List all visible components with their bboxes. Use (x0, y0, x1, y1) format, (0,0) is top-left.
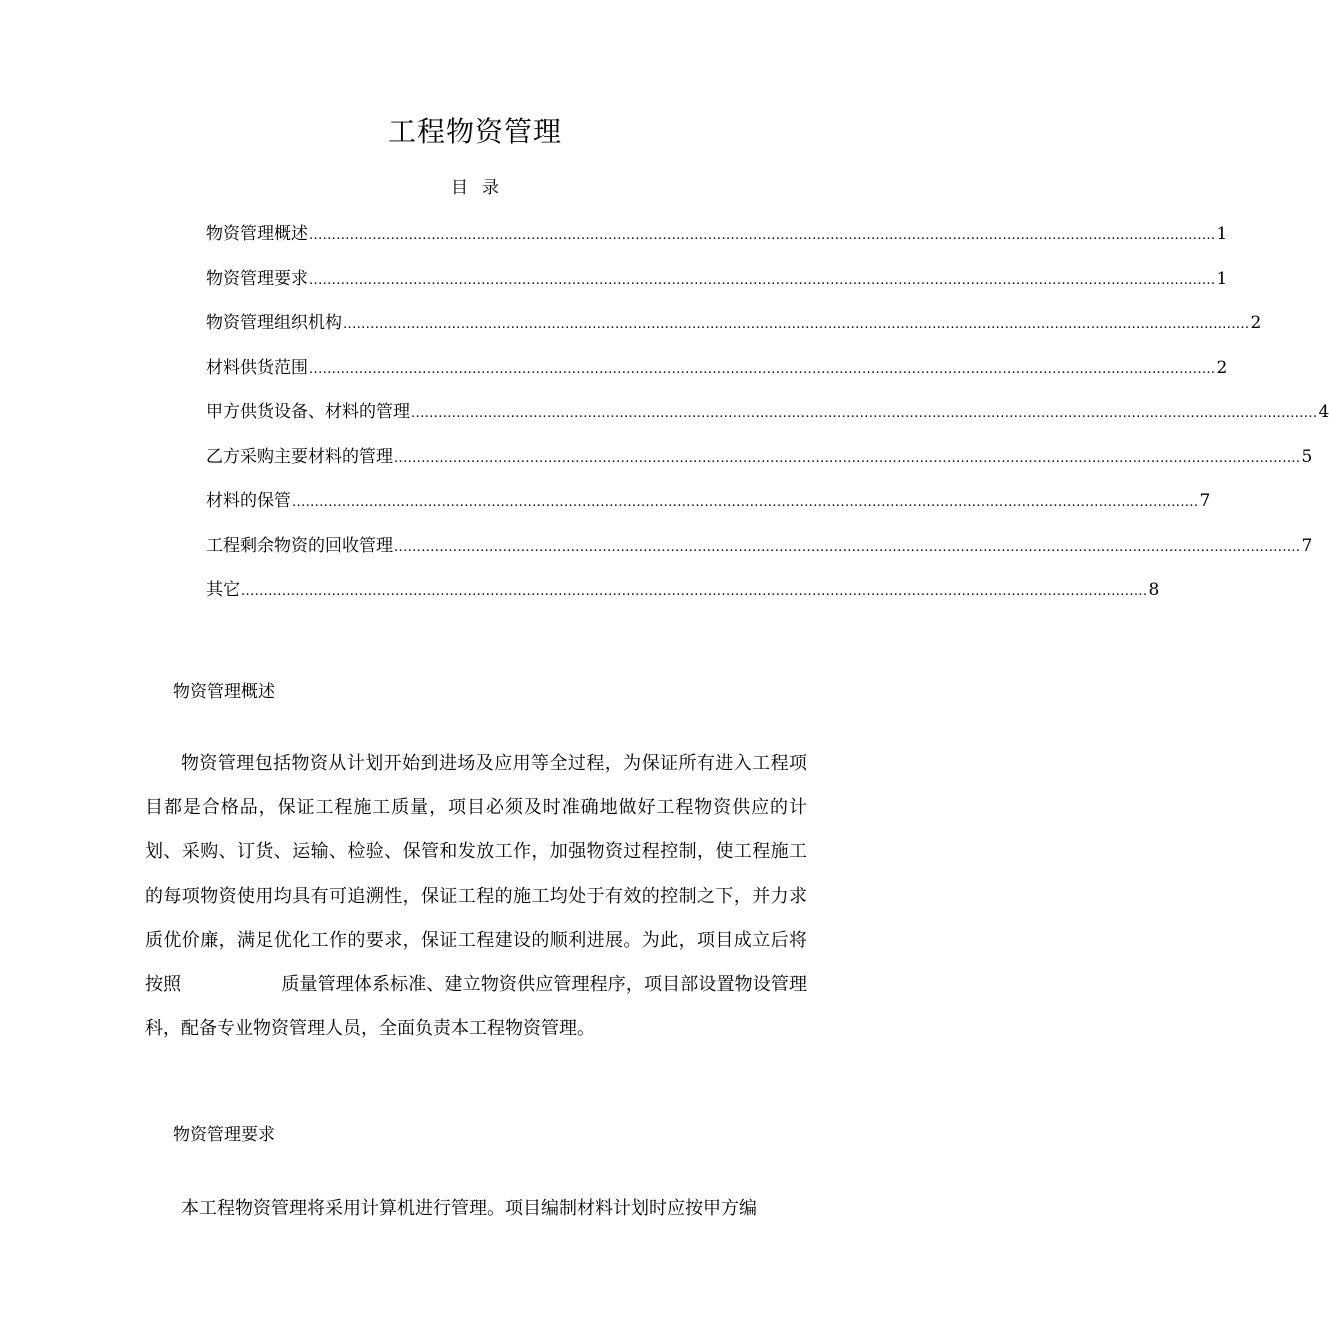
toc-entry-page: 5 (1301, 446, 1313, 467)
toc-entry-label: 材料的保管 (206, 491, 291, 511)
toc-entry[interactable] (206, 576, 1160, 621)
toc-heading-char: 录 (482, 178, 499, 198)
toc-entry-page: 2 (1216, 357, 1228, 378)
toc-entry-label: 其它 (206, 580, 240, 600)
toc-entry[interactable] (206, 220, 1228, 265)
paragraph-text-part: 质量管理体系标准、建立物资供应管理程序，项目部设置物设管理科，配备专业物资管理人员，全面负责本工程物资管理。 (145, 974, 808, 1040)
toc-entry[interactable] (206, 309, 1262, 354)
toc-dot-leader: ........................................................................................................................................................................................................ (241, 584, 1148, 599)
toc-entry-label: 乙方采购主要材料的管理 (206, 446, 393, 467)
paragraph-text-part: 物资管理包括物资从计划开始到进场及应用等全过程，为保证所有进入工程项目都是合格品，保证工程施工质量，项目必须及时准确地做好工程物资供应的计划、采购、订货、运输、检验、保管和发放工作，加强物资过程控制，使工程施工的每项物资使用均具有可追溯性，保证工程的施工均处于有效的控制之下，并力求质优价廉，满足优化工作的要求，保证工程建设的顺利进展。为此，项目成立后将按照 (145, 753, 807, 996)
toc-dot-leader: ........................................................................................................................................................................................................ (309, 361, 1216, 377)
toc-entry-page: 2 (1250, 313, 1262, 333)
toc-entry[interactable] (206, 398, 1329, 443)
toc-dot-leader: ........................................................................................................................................................................................................ (394, 539, 1301, 555)
toc-entry-page: 1 (1216, 268, 1228, 289)
toc-entry[interactable] (206, 354, 1228, 399)
toc-entry[interactable] (206, 532, 1313, 577)
table-of-contents (206, 220, 1329, 621)
toc-entry-page: 7 (1199, 491, 1211, 511)
toc-entry[interactable] (206, 487, 1211, 532)
toc-entry-page: 8 (1148, 580, 1160, 600)
toc-entry-page: 1 (1216, 224, 1228, 244)
toc-heading (0, 174, 950, 202)
toc-entry-page: 4 (1318, 402, 1329, 422)
toc-entry-label: 工程剩余物资的回收管理 (206, 535, 393, 556)
toc-entry-label: 材料供货范围 (206, 357, 308, 378)
toc-entry[interactable] (206, 443, 1313, 488)
toc-entry-label: 物资管理概述 (206, 224, 308, 244)
toc-dot-leader: ........................................................................................................................................................................................................ (309, 228, 1216, 243)
toc-dot-leader: ........................................................................................................................................................................................................ (394, 450, 1301, 466)
toc-entry-label: 物资管理组织机构 (206, 313, 342, 333)
toc-entry-label: 物资管理要求 (206, 268, 308, 289)
toc-dot-leader: ........................................................................................................................................................................................................ (411, 406, 1318, 421)
toc-dot-leader: ........................................................................................................................................................................................................ (309, 272, 1216, 288)
section-paragraph-overview (145, 742, 807, 1051)
document-title: 工程物资管理 (387, 115, 562, 148)
toc-heading-char: 目 (451, 178, 468, 198)
toc-dot-leader: ........................................................................................................................................................................................................ (343, 317, 1250, 332)
section-paragraph-requirements: 本工程物资管理将采用计算机进行管理。项目编制材料计划时应按甲方编 (181, 1198, 757, 1219)
toc-entry[interactable] (206, 265, 1228, 310)
section-heading-overview: 物资管理概述 (173, 682, 275, 702)
section-heading-requirements: 物资管理要求 (173, 1125, 275, 1145)
toc-dot-leader: ........................................................................................................................................................................................................ (292, 495, 1199, 510)
toc-entry-label: 甲方供货设备、材料的管理 (206, 402, 410, 422)
toc-entry-page: 7 (1301, 535, 1313, 556)
